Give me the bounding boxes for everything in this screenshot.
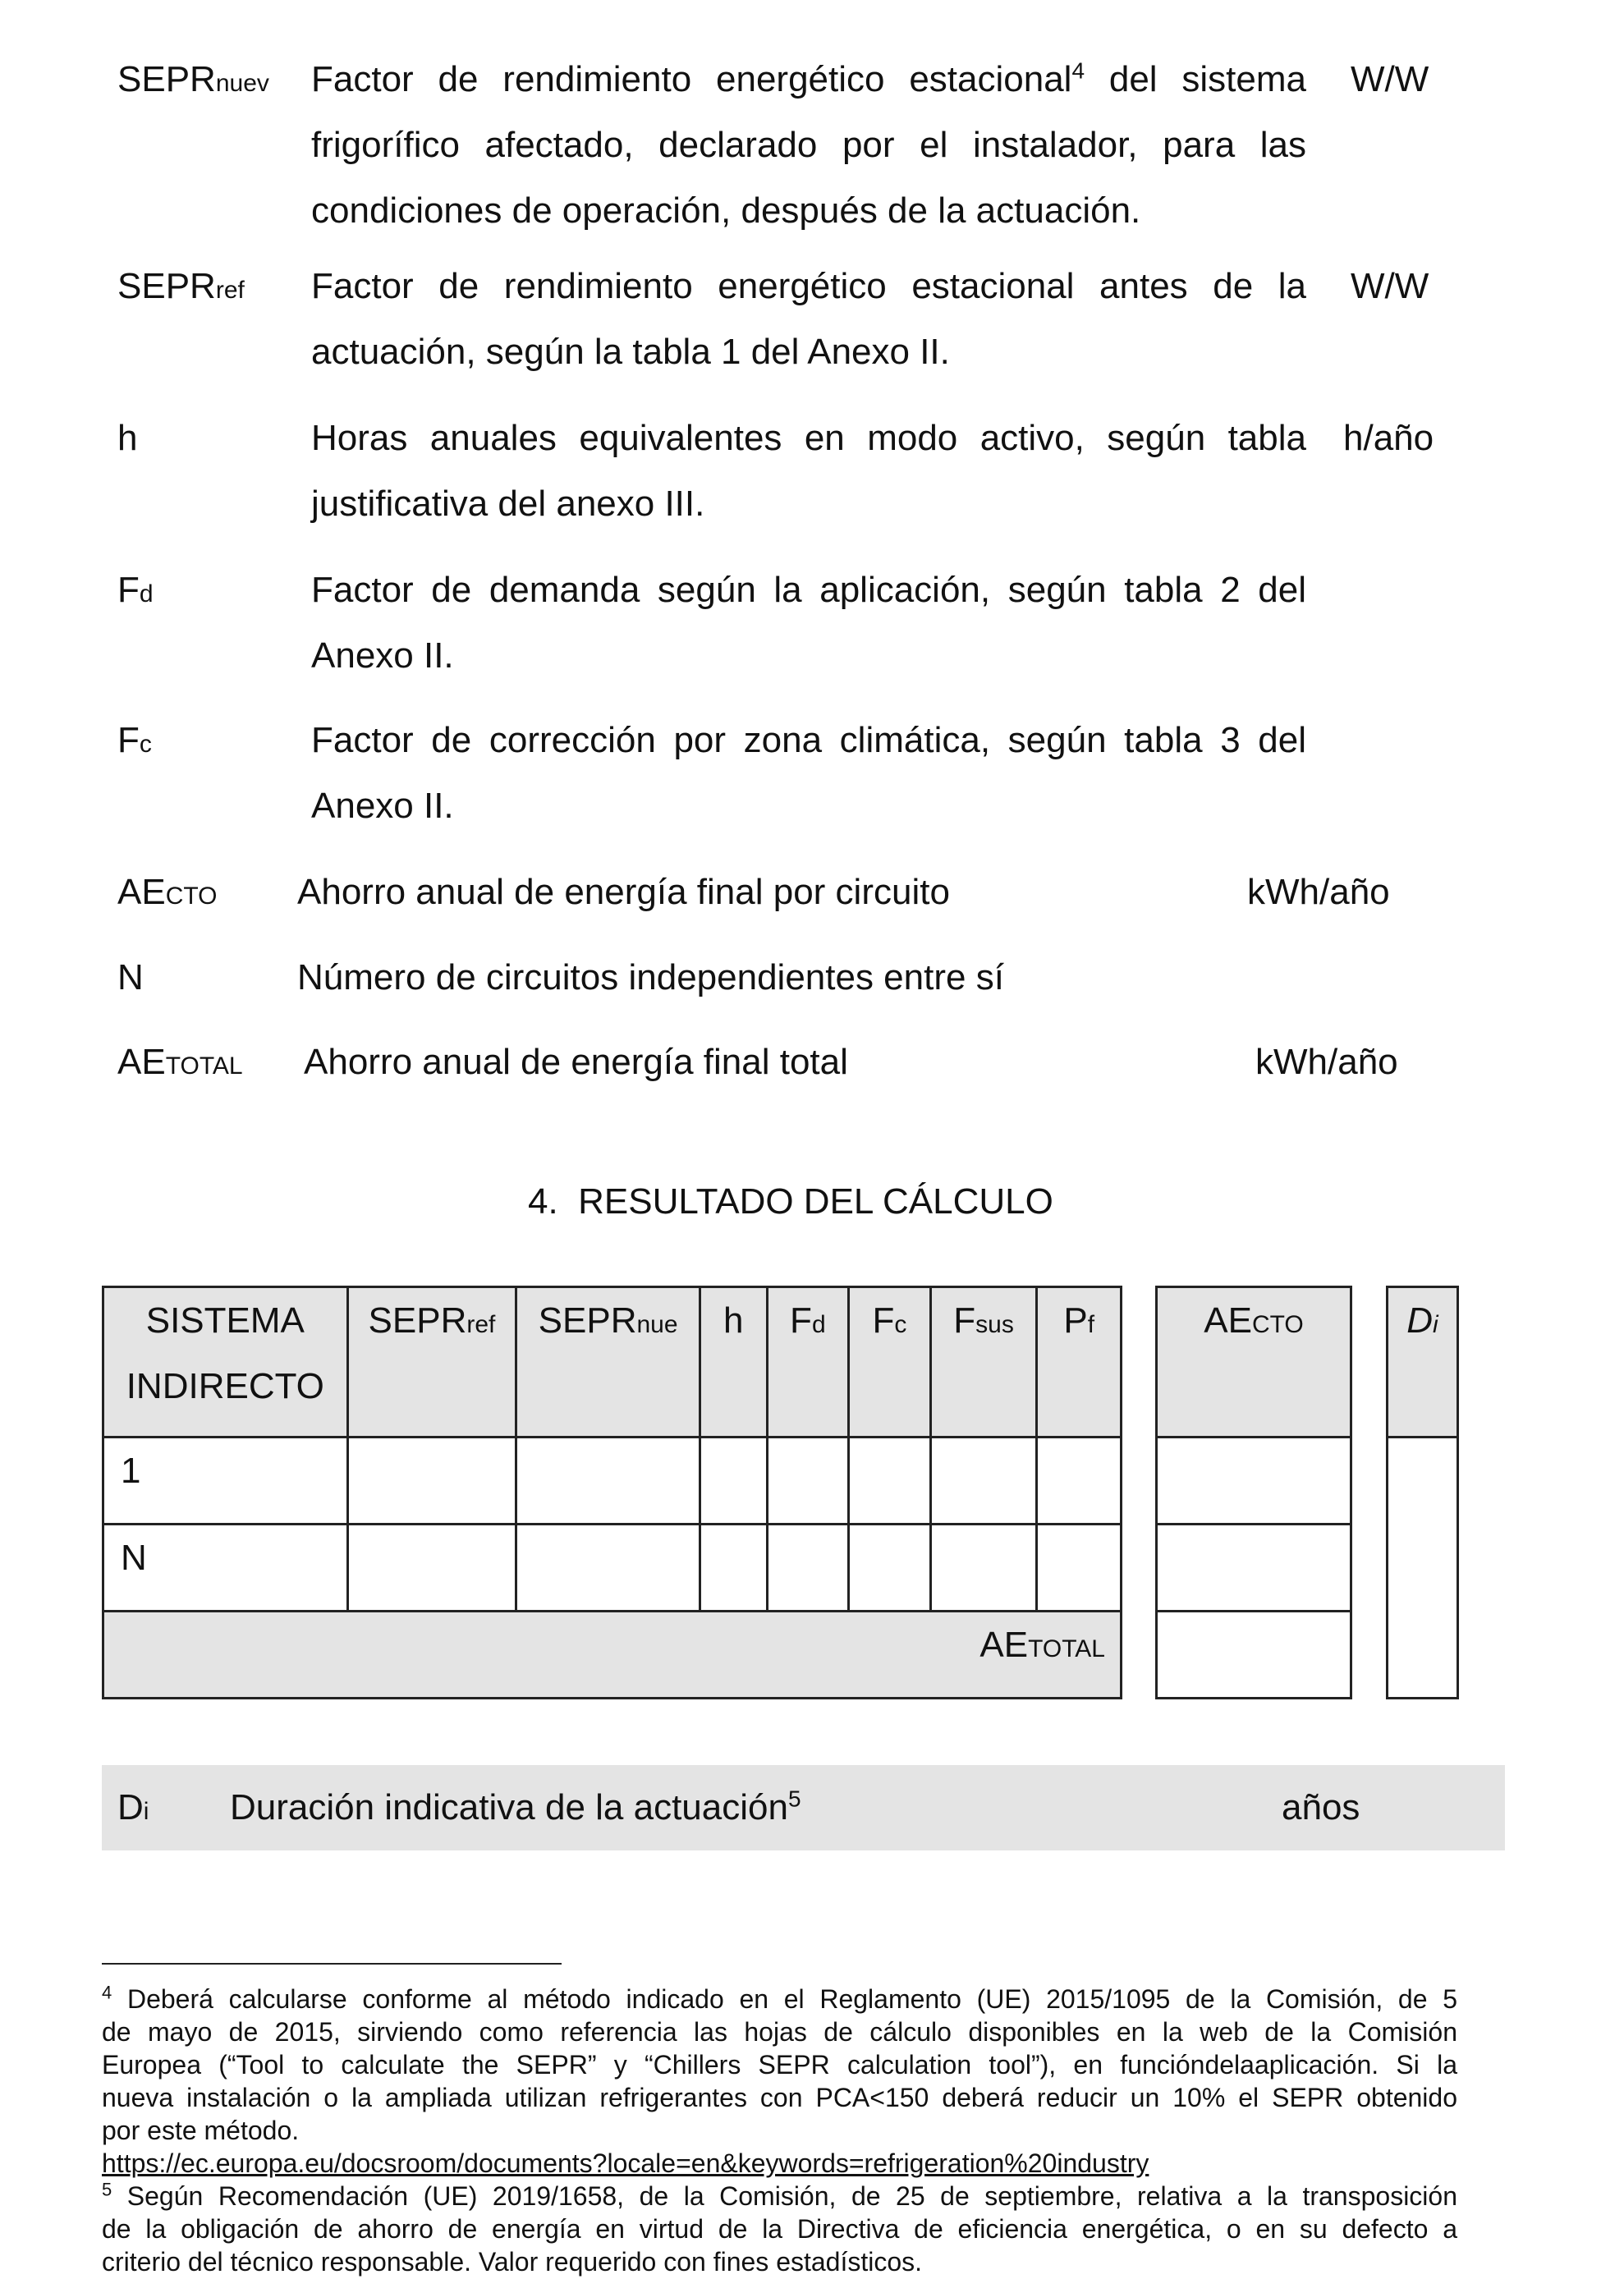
ae-total-label: AETOTAL	[103, 1612, 1122, 1699]
table-cell[interactable]	[930, 1525, 1037, 1612]
table-cell[interactable]	[516, 1438, 700, 1525]
table-cell[interactable]	[1037, 1438, 1122, 1525]
definition-text-aecto: Ahorro anual de energía final por circuito	[297, 872, 950, 912]
footnote-4-line: de mayo de 2015, sirviendo como referencia las hojas de cálculo disponibles en la web de la Comisión	[102, 2017, 1457, 2047]
header-sistema-indirecto: SISTEMA INDIRECTO	[103, 1287, 348, 1438]
header-seprref: SEPRref	[347, 1287, 516, 1438]
section-heading	[528, 1169, 1053, 1235]
table-cell[interactable]	[767, 1525, 849, 1612]
table-cell[interactable]	[849, 1525, 931, 1612]
table-cell[interactable]	[1157, 1525, 1351, 1612]
table-cell[interactable]	[516, 1525, 700, 1612]
header-fc: Fc	[849, 1287, 931, 1438]
duration-text: Duración indicativa de la actuación$^5$	[230, 1786, 801, 1827]
result-table	[102, 1286, 1122, 1699]
section-title: RESULTADO DEL CÁLCULO	[578, 1181, 1053, 1222]
table-row	[103, 1525, 1122, 1612]
footnotes	[102, 1983, 1457, 2278]
definition-symbol-aetotal: AETOTAL	[117, 1042, 243, 1082]
table-cell[interactable]	[347, 1525, 516, 1612]
duration-bar	[102, 1765, 1505, 1850]
header-seprnue: SEPRnue	[516, 1287, 700, 1438]
footnote-4-line: $^4$ Deberá calcularse conforme al método indicado en el Reglamento (UE) 2015/1095 de la Comisión, de 5	[102, 1982, 1458, 2014]
definition-symbol-aecto: AECTO	[117, 872, 218, 912]
table-total-row	[103, 1612, 1122, 1699]
footnote-5-mark: 5	[102, 2179, 112, 2200]
definition-unit-seprref: W/W	[1351, 266, 1429, 306]
footnote-4-line: Europea (“Tool to calculate the SEPR” y “Chillers SEPR calculation tool”), en funcióndelaaplicación. Si la	[102, 2050, 1457, 2080]
table-cell[interactable]	[1157, 1438, 1351, 1525]
table-cell[interactable]	[700, 1438, 767, 1525]
definition-text-aetotal: Ahorro anual de energía final total	[304, 1042, 848, 1082]
header-fd: Fd	[767, 1287, 849, 1438]
table-cell[interactable]	[1157, 1612, 1351, 1699]
definition-text-seprnuev: Factor de rendimiento energético estacional$^4$ del sistema frigorífico afectado, declarado por el instalador, para las condiciones de operación, después de la actuación.	[311, 57, 1306, 231]
definition-symbol-seprref: SEPRref	[117, 266, 245, 306]
table-cell[interactable]	[1388, 1438, 1458, 1699]
definition-text-seprref: Factor de rendimiento energético estacional antes de la actuación, según la tabla 1 del Anexo II.	[311, 266, 1306, 372]
definition-symbol-n: N	[117, 957, 144, 997]
table-row	[103, 1438, 1122, 1525]
definition-unit-aecto: kWh/año	[1247, 872, 1390, 912]
row-label: N	[103, 1525, 348, 1612]
table-cell[interactable]	[347, 1438, 516, 1525]
footnote-4-line: nueva instalación o la ampliada utilizan refrigerantes con PCA<150 deberá reducir un 10% el SEPR obtenido	[102, 2083, 1457, 2112]
header-aecto: AECTO	[1157, 1287, 1351, 1438]
header-fsus: Fsus	[930, 1287, 1037, 1438]
definition-symbol-fc: Fc	[117, 720, 152, 760]
aecto-table	[1155, 1286, 1352, 1699]
header-pf: Pf	[1037, 1287, 1122, 1438]
definition-unit-h: h/año	[1343, 418, 1434, 458]
header-h: h	[700, 1287, 767, 1438]
table-cell[interactable]	[1037, 1525, 1122, 1612]
header-di: Di	[1388, 1287, 1458, 1438]
footnote-4-link[interactable]: https://ec.europa.eu/docsroom/documents?locale=en&keywords=refrigeration%20industry	[102, 2148, 1149, 2178]
footnote-5-line: de la obligación de ahorro de energía en virtud de la Directiva de eficiencia energética, o en su defecto a	[102, 2214, 1457, 2244]
table-cell[interactable]	[849, 1438, 931, 1525]
definition-text-n: Número de circuitos independientes entre sí	[297, 957, 1004, 997]
definition-text-h: Horas anuales equivalentes en modo activo, según tabla justificativa del anexo III.	[311, 418, 1306, 524]
definition-text-fd: Factor de demanda según la aplicación, según tabla 2 del Anexo II.	[311, 570, 1306, 676]
table-cell[interactable]	[767, 1438, 849, 1525]
duration-unit: años	[1282, 1787, 1360, 1827]
di-table	[1386, 1286, 1459, 1699]
section-number: 4.	[528, 1181, 558, 1222]
definition-unit-seprnuev: W/W	[1351, 59, 1429, 99]
footnote-5-line: criterio del técnico responsable. Valor requerido con fines estadísticos.	[102, 2247, 923, 2277]
row-label: 1	[103, 1438, 348, 1525]
footnote-separator	[102, 1963, 562, 1965]
footnote-5-line: $^5$ Según Recomendación (UE) 2019/1658, de la Comisión, de 25 de septiembre, relativa a la transposición	[102, 2179, 1458, 2211]
duration-symbol: Di	[117, 1787, 149, 1827]
table-cell[interactable]	[930, 1438, 1037, 1525]
definition-text-fc: Factor de corrección por zona climática, según tabla 3 del Anexo II.	[311, 720, 1306, 826]
table-cell[interactable]	[700, 1525, 767, 1612]
definition-unit-aetotal: kWh/año	[1255, 1042, 1398, 1082]
footnote-4-mark: 4	[102, 1982, 112, 2003]
definition-symbol-fd: Fd	[117, 570, 154, 610]
definition-symbol-h: h	[117, 418, 138, 458]
footnote-4-line: por este método.	[102, 2116, 300, 2145]
definition-symbol-seprnuev: SEPRnuev	[117, 59, 269, 99]
